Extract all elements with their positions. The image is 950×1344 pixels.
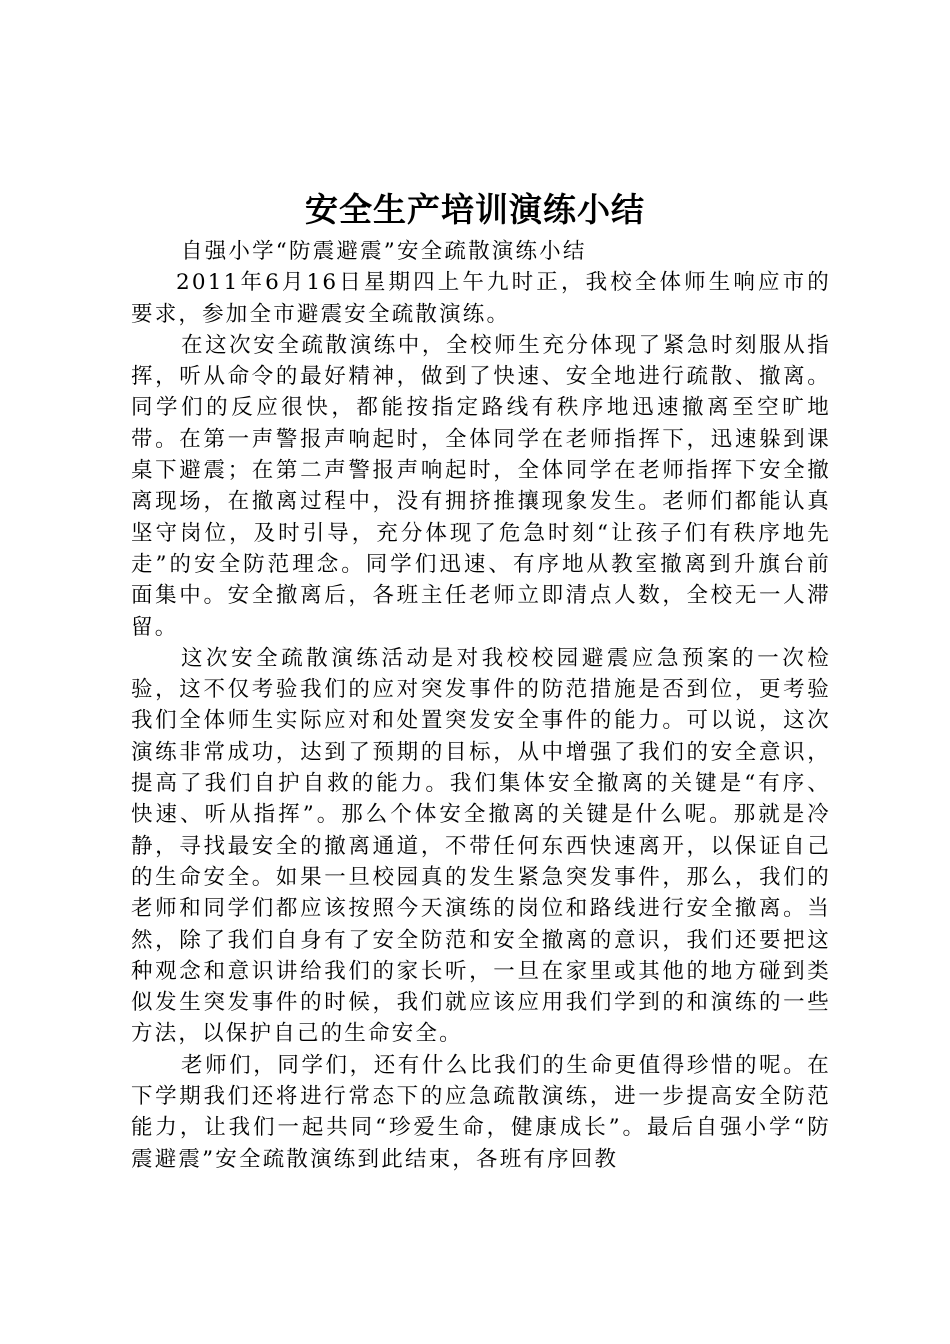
paragraph-drill-description: 在这次安全疏散演练中，全校师生充分体现了紧急时刻服从指挥，听从命令的最好精神，做到了快速、安全地进行疏散、撤离。同学们的反应很快，都能按指定路线有秩序地迅速撤离至空旷地带。在第一声警报声响起时，全体同学在老师指挥下，迅速躲到课桌下避震；在第二声警报声响起时，全体同学在老师指挥下安全撤离现场，在撤离过程中，没有拥挤推攘现象发生。老师们都能认真坚守岗位，及时引导，充分体现了危急时刻“让孩子们有秩序地先走”的安全防范理念。同学们迅速、有序地从教室撤离到升旗台前面集中。安全撤离后，各班主任老师立即清点人数，全校无一人滞留。: [131, 332, 831, 640]
paragraph-closing: 老师们，同学们，还有什么比我们的生命更值得珍惜的呢。在下学期我们还将进行常态下的应急疏散演练，进一步提高安全防范能力，让我们一起共同“珍爱生命，健康成长”。最后自强小学“防震避震”安全疏散演练到此结束，各班有序回教: [131, 1052, 831, 1172]
document-title: 安全生产培训演练小结: [305, 190, 645, 229]
paragraph-subtitle: 自强小学“防震避震”安全疏散演练小结: [181, 239, 587, 264]
document-body: [131, 236, 831, 1175]
paragraph-drill-evaluation: 这次安全疏散演练活动是对我校校园避震应急预案的一次检验，这不仅考验我们的应对突发事件的防范措施是否到位，更考验我们全体师生实际应对和处置突发安全事件的能力。可以说，这次演练非常成功，达到了预期的目标，从中增强了我们的安全意识，提高了我们自护自救的能力。我们集体安全撤离的关键是“有序、快速、听从指挥”。那么个体安全撤离的关键是什么呢。那就是冷静，寻找最安全的撤离通道，不带任何东西快速离开，以保证自己的生命安全。如果一旦校园真的发生紧急突发事件，那么，我们的老师和同学们都应该按照今天演练的岗位和路线进行安全撤离。当然，除了我们自身有了安全防范和安全撤离的意识，我们还要把这种观念和意识讲给我们的家长听，一旦在家里或其他的地方碰到类似发生突发事件的时候，我们就应该应用我们学到的和演练的一些方法，以保护自己的生命安全。: [131, 645, 831, 1047]
paragraph-date: 2011年6月16日星期四上午九时正，我校全体师生响应市的要求，参加全市避震安全疏散演练。: [131, 270, 831, 327]
